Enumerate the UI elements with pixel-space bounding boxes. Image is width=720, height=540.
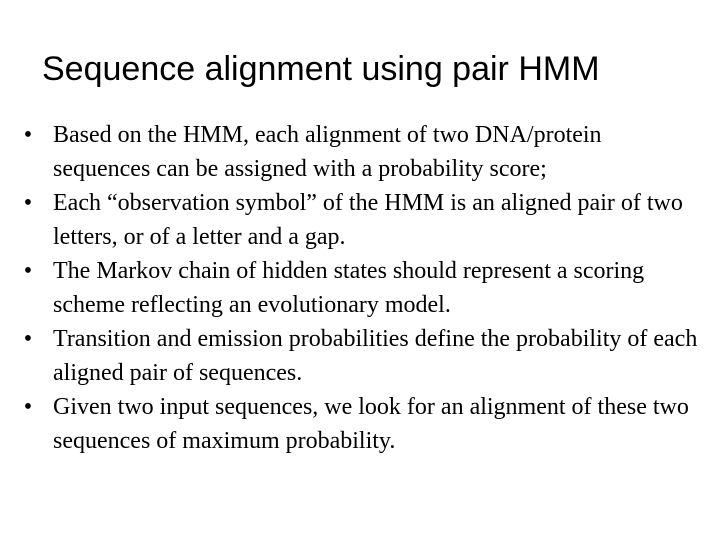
bullet-item-4 xyxy=(18,322,698,390)
bullet-item-1 xyxy=(18,118,698,186)
bullet-item-3 xyxy=(18,254,698,322)
bullet-list xyxy=(18,118,698,458)
bullet-icon: • xyxy=(23,258,33,284)
slide-title: Sequence alignment using pair HMM xyxy=(42,50,600,88)
bullet-text: The Markov chain of hidden states should represent a scoring scheme reflecting an evolutionary model. xyxy=(53,258,645,318)
bullet-icon: • xyxy=(23,394,33,420)
bullet-icon: • xyxy=(23,122,33,148)
bullet-text: Given two input sequences, we look for an alignment of these two sequences of maximum probability. xyxy=(53,394,689,454)
bullet-icon: • xyxy=(23,190,33,216)
bullet-item-2 xyxy=(18,186,698,254)
bullet-text: Based on the HMM, each alignment of two DNA/protein sequences can be assigned with a probability score; xyxy=(53,122,602,182)
bullet-item-5 xyxy=(18,390,698,458)
bullet-text: Transition and emission probabilities define the probability of each aligned pair of sequences. xyxy=(53,326,698,386)
bullet-icon: • xyxy=(23,326,33,352)
bullet-text: Each “observation symbol” of the HMM is an aligned pair of two letters, or of a letter and a gap. xyxy=(53,190,683,250)
